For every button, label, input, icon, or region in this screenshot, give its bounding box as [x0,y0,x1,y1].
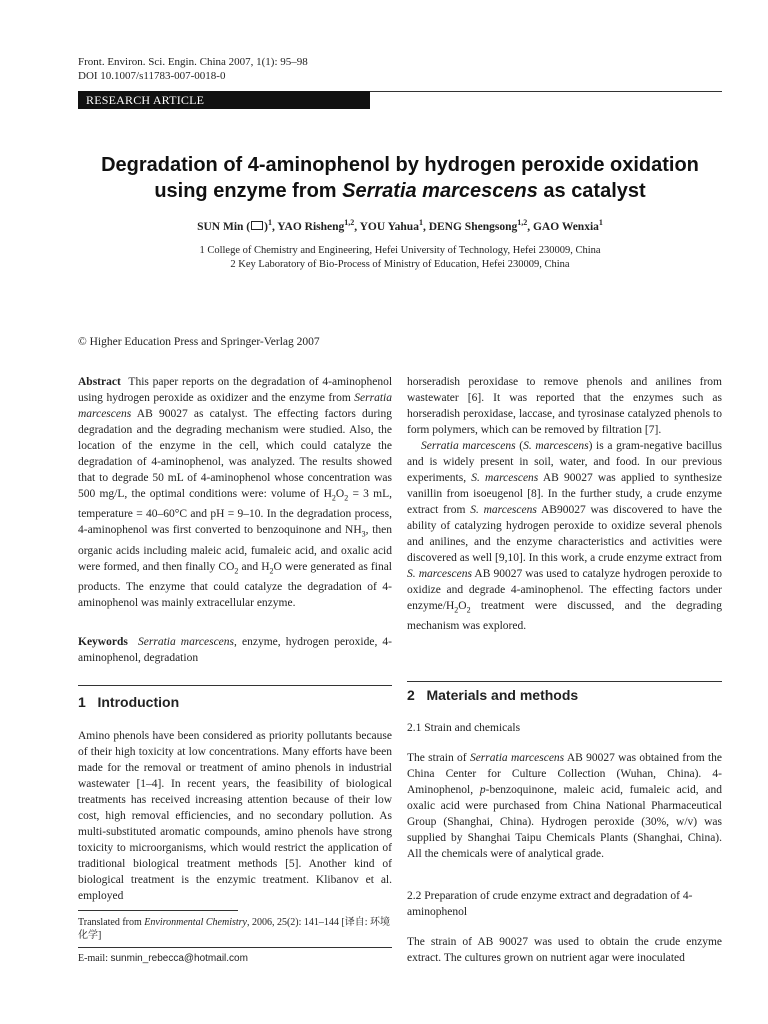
section-heading-introduction: 1 Introduction [78,694,180,710]
journal-citation [78,55,308,83]
subsection-2-2: 2.2 Preparation of crude enzyme extract and degradation of 4-aminophenol [407,890,693,918]
affiliation-2: 2 Key Laboratory of Bio-Process of Ministry of Education, Hefei 230009, China [230,259,570,270]
affiliations [40,244,760,272]
journal-ref: Front. Environ. Sci. Engin. China 2007, 1(1): 95–98 [78,56,308,68]
footnote-email: E-mail: sunmin_rebecca@hotmail.com [78,953,248,964]
footnote-divider [78,947,392,948]
subsection-2-1: 2.1 Strain and chemicals [407,722,521,734]
doi: DOI 10.1007/s11783-007-0018-0 [78,70,226,82]
keywords: Keywords Serratia marcescens, enzyme, hydrogen peroxide, 4-aminophenol, degradation [78,636,392,664]
preparation-body: The strain of AB 90027 was used to obtain the crude enzyme extract. The cultures grown on nutrient agar were inoculated [407,936,722,964]
strain-chemicals-body: The strain of Serratia marcescens AB 90027 was obtained from the China Center for Culture Collection (Wuhan, China). 4-Aminophenol, p-benzoquinone, maleic acid, fumaleic acid, and oxalic acid were purchased from China National Pharmaceutical Group (Shanghai, China). Hydrogen peroxide (30%, w/v) was supplied by Shanghai Taipu Chemicals Plants (Shanghai, China). All the chemicals were of analytical grade. [407,752,723,860]
abstract: Abstract This paper reports on the degradation of 4-aminophenol using hydrogen peroxide as oxidizer and the enzyme from Serratia marcescens AB 90027 as catalyst. The effecting factors during degradation and the degrading mechanism were studied. Also, the location of the enzyme in the cell, which could catalyze the degradation of 4-aminophenol, was analyzed. The results showed that to degrade 50 mL of 4-aminophenol whose concentration was 500 mg/L, the optimal conditions were: volume of $H_2O_2 = 3$ mL, temperature = 40–60°C and pH = 9–10. In the degradation process, 4-aminophenol was first converted to benzoquinone and $NH_3$, then organic acids including maleic acid, fumaleic acid, and oxalic acid were formed, and then finally $CO_2$ and $H_2O$ were generated as final products. The enzyme that could catalyze the degradation of 4-aminophenol was mainly extracellular enzyme. [78,376,393,609]
title-line-1: Degradation of 4-aminophenol by hydrogen peroxide oxidation [101,154,699,176]
copyright-notice: © Higher Education Press and Springer-Verlag 2007 [78,336,320,348]
footnote-rule [78,910,238,911]
introduction-continued: horseradish peroxidase to remove phenols and anilines from wastewater [6]. It was reported that the enzymes such as horseradish peroxidase, laccase, and tyrosinase catalyzed phenols to form polymers, which can be removed by filtration [7]. Serratia marcescens (S. marcescens) is a gram-negative bacillus and is widely present in soil, water, and food. In our previous experiments, S. marcescens AB 90027 was applied to synthesize vanillin from isoeugenol [8]. In the further study, a crude enzyme extract from S. marcescens AB90027 was discovered to have the ability of catalyzing hydrogen peroxide to oxidize several phenols and anilines, and the enzyme characteristics and activities were discovered as well [9,10]. In this work, a crude enzyme extract from S. marcescens AB 90027 was used to catalyze hydrogen peroxide to oxidize and degrade 4-aminophenol. The effecting factors under enzyme/$H_2O_2$ treatment were discussed, and the degrading mechanism was explored. [407,376,722,633]
affiliation-1: 1 College of Chemistry and Engineering, Hefei University of Technology, Hefei 230009, China [199,245,601,256]
section-rule [78,685,392,686]
envelope-icon [251,221,263,230]
section-rule-2 [407,681,722,682]
introduction-body: Amino phenols have been considered as priority pollutants because of their high toxicity at low concentrations. Many efforts have been made for the removal or treatment of amino phenols in industrial wastewater [1–4]. In recent years, the feasibility of biological treatments has received increasing attention because of their low cost, high removal efficiencies, and no secondary pollution. As multi-substituted aromatic compounds, amino phenols have strong toxicity to microorganisms, which would restrict the application of traditional biological treatment methods [5]. Another kind of biological treatment is the enzymic treatment. Klibanov et al. employed [78,730,392,902]
abstract-label: Abstract [78,376,121,388]
section-heading-materials: 2 Materials and methods [407,687,579,703]
article-type-badge: RESEARCH ARTICLE [78,91,370,109]
paper-title [40,152,760,204]
footnote-translation: Translated from Environmental Chemistry, 2006, 25(2): 141–144 [译自: 环境化学] [78,917,391,941]
keywords-label: Keywords [78,636,128,648]
email-address[interactable]: sunmin_rebecca@hotmail.com [110,953,248,964]
author-list: SUN Min ( )$^1$, YAO Risheng$^{1,2}$, YOU Yahua$^1$, DENG Shengsong$^{1,2}$, GAO Wenxia$^1$ [197,218,603,233]
title-line-2: using enzyme from Serratia marcescens as catalyst [154,180,646,202]
